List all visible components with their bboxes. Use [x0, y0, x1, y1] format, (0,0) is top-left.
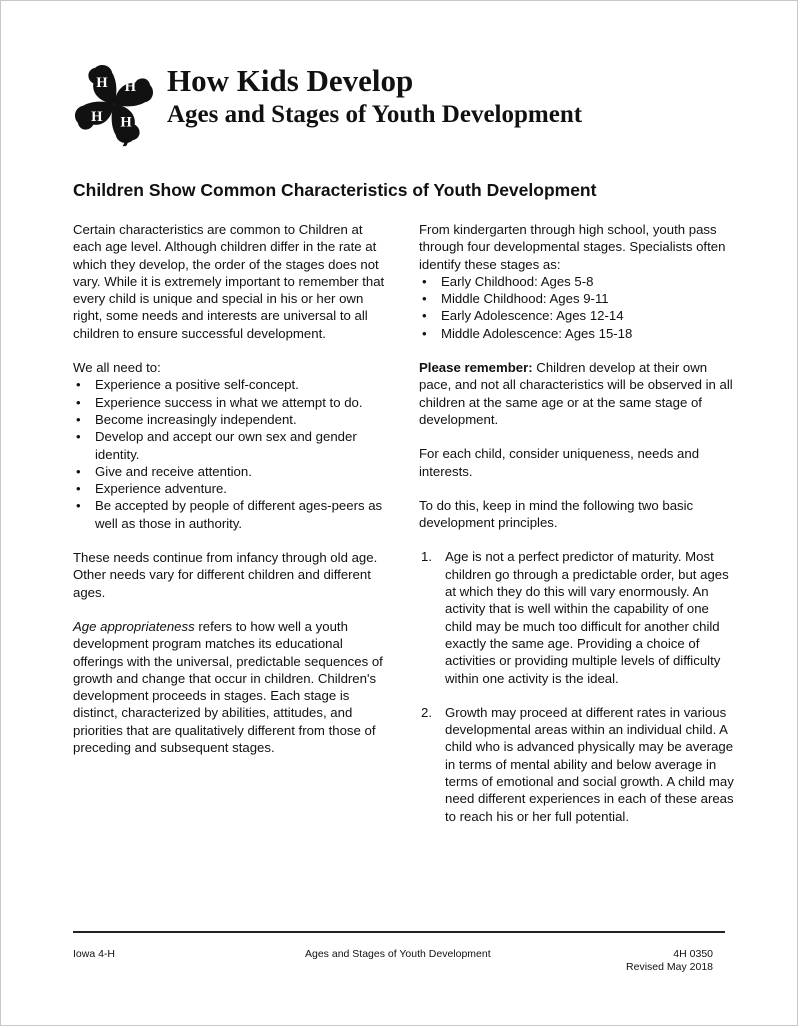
- list-item: • Middle Adolescence: Ages 15-18: [419, 325, 737, 342]
- footer-revised: Revised May 2018: [626, 961, 713, 973]
- stages-list: [419, 273, 737, 342]
- list-item: • Be accepted by people of different ages-peers as well as those in authority.: [73, 497, 385, 532]
- age-appropriateness-text: refers to how well a youth development program matches its educational offerings with the universal, predictable sequences of growth and change that occur in children. Children's development proceeds in stages. Each stage is distinct, characterized by abilities, attitudes, and priorities that are qualitatively different from those of preceding and subsequent stages.: [73, 618, 383, 756]
- list-item: • Experience success in what we attempt to do.: [73, 394, 385, 411]
- list-item: • Middle Childhood: Ages 9-11: [419, 290, 737, 307]
- needs-continue-paragraph: These needs continue from infancy through old age. Other needs vary for different children and different ages.: [73, 550, 378, 600]
- list-item: • Give and receive attention.: [73, 463, 385, 480]
- list-item: [419, 548, 737, 686]
- footer-organization: Iowa 4-H: [73, 948, 116, 960]
- intro-paragraph: Certain characteristics are common to Children at each age level. Although children differ in the rate at which they develop, the order of the stages does not vary. While it is extremely important to remember that every child is unique and special in his or her own right, some needs and interests are universal to all children to ensure successful development.: [73, 222, 385, 341]
- age-appropriateness-term: Age appropriateness: [73, 618, 195, 634]
- please-remember-label: Please remember:: [419, 360, 533, 376]
- list-item: • Develop and accept our own sex and gender identity.: [73, 428, 385, 463]
- list-item: • Experience adventure.: [73, 480, 385, 497]
- please-remember-paragraph: [419, 359, 737, 428]
- age-appropriateness-paragraph: [73, 618, 385, 756]
- clover-leaf-letter: H: [124, 79, 137, 96]
- list-item: • Become increasingly independent.: [73, 411, 385, 428]
- principles-list: [419, 548, 737, 824]
- footer-code: 4H 0350: [673, 948, 713, 960]
- footer-document-title: Ages and Stages of Youth Development: [305, 948, 491, 960]
- clover-leaf-letter: H: [96, 74, 108, 91]
- list-item: [419, 704, 737, 825]
- principle-text: Age is not a perfect predictor of maturity. Most children go through a predictable order, but ages at which they do this will vary enormously. An activity that is well within the capability of one child may be much too difficult for another child exactly the same age. Providing a choice of activities or providing multiple levels of difficulty within one activity is the ideal.: [445, 549, 729, 686]
- list-number: 2.: [421, 704, 432, 720]
- section-heading: Children Show Common Characteristics of Youth Development: [73, 180, 597, 200]
- clover-leaf-letter: H: [91, 109, 103, 126]
- clover-leaf-letter: H: [120, 114, 132, 131]
- footer-divider: [73, 931, 725, 933]
- document-subtitle: Ages and Stages of Youth Development: [167, 101, 583, 128]
- principle-text: Growth may proceed at different rates in various developmental areas within an individual child. A child who is advanced physically may be average in terms of mental ability and below average in terms of emotional and social growth. A child may need different experiences in each of these areas to reach his or her full potential.: [445, 704, 734, 824]
- needs-list: [73, 376, 385, 532]
- please-remember-text: Children develop at their own pace, and not all characteristics will be observed in all children at the same age or at the same stage of development.: [419, 360, 733, 427]
- document-title: How Kids Develop: [167, 63, 414, 98]
- list-item: • Experience a positive self-concept.: [73, 376, 385, 393]
- needs-lead: We all need to:: [73, 360, 161, 376]
- four-h-clover-logo: [71, 61, 157, 147]
- list-number: 1.: [421, 549, 432, 565]
- right-column: [419, 221, 737, 842]
- footer-meta: [626, 948, 713, 974]
- stages-intro: From kindergarten through high school, youth pass through four developmental stages. Specialists often identify these stages as:: [419, 222, 726, 272]
- list-item: • Early Childhood: Ages 5-8: [419, 273, 737, 290]
- consider-paragraph: For each child, consider uniqueness, needs and interests.: [419, 446, 700, 479]
- principles-intro: To do this, keep in mind the following two basic development principles.: [419, 497, 694, 531]
- left-column: [73, 221, 385, 773]
- list-item: • Early Adolescence: Ages 12-14: [419, 307, 737, 324]
